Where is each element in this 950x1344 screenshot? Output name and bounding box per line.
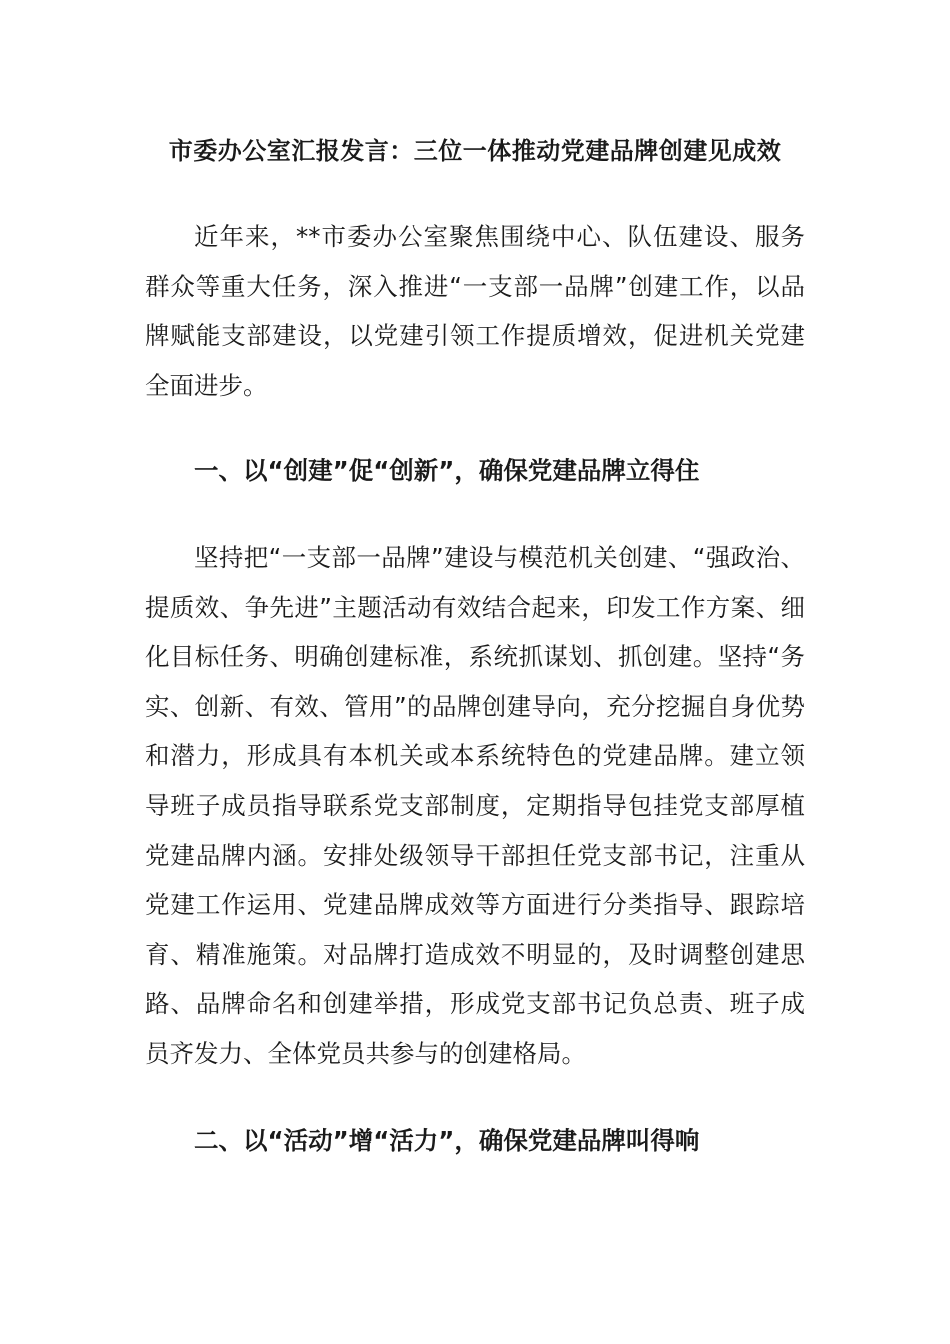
document-title: 市委办公室汇报发言：三位一体推动党建品牌创建见成效 <box>168 137 782 165</box>
section-1-paragraph: 坚持把“一支部一品牌”建设与模范机关创建、“强政治、提质效、争先进”主题活动有效结合起来，印发工作方案、细化目标任务、明确创建标准，系统抓谋划、抓创建。坚持“务实、创新、有效、管用”的品牌创建导向，充分挖掘自身优势和潜力，形成具有本机关或本系统特色的党建品牌。建立领导班子成员指导联系党支部制度，定期指导包挂党支部厚植党建品牌内涵。安排处级领导干部担任党支部书记，注重从党建工作运用、党建品牌成效等方面进行分类指导、跟踪培育、精准施策。对品牌打造成效不明显的，及时调整创建思路、品牌命名和创建举措，形成党支部书记负总责、班子成员齐发力、全体党员共参与的创建格局。 <box>145 543 805 1068</box>
section-2-heading: 二、以“活动”增“活力”，确保党建品牌叫得响 <box>194 1126 700 1155</box>
section-1-heading: 一、以“创建”促“创新”，确保党建品牌立得住 <box>194 456 700 485</box>
intro-paragraph: 近年来，**市委办公室聚焦围绕中心、队伍建设、服务群众等重大任务，深入推进“一支部一品牌”创建工作，以品牌赋能支部建设，以党建引领工作提质增效，促进机关党建全面进步。 <box>145 222 805 400</box>
